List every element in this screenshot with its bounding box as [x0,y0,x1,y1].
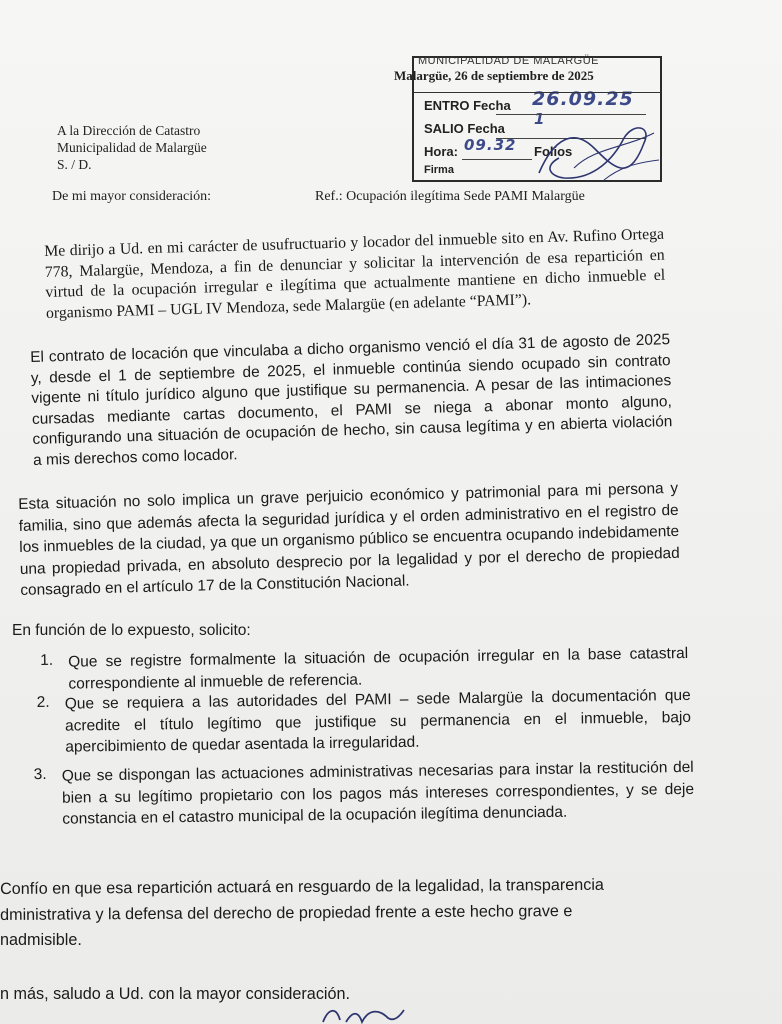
stamp-entro-label: ENTRO Fecha [424,98,511,113]
stamp-salio-label: SALIO Fecha [424,121,505,136]
stamp-salio-value: 1 [534,110,546,128]
paragraph-2: El contrato de locación que vinculaba a dicho organismo venció el día 31 de agosto de 2025 y, desde el 1 de septiembre de 2025, el inmueble continúa siendo ocupado sin contrato vigente ni título jurídico alguno que justifique su permanencia. A pesar de las intimaciones cursadas mediante cartas documento, el PAMI se niega a abonar monto alguno, configurando una situación de ocupación de hecho, sin causa legítima y en abierta violación a mis derechos como locador. [30,331,673,469]
farewell-line: n más, saludo a Ud. con la mayor consideración. [0,985,351,1003]
request-number: 2. [36,693,50,712]
stamp-hora-value: 09.32 [464,136,517,154]
signature-icon [318,1004,408,1024]
request-number: 1. [40,651,54,669]
request-intro: En función de lo expuesto, solicito: [12,622,251,639]
closing-line-2: dministrativa y la defensa del derecho de propiedad frente a este hecho grave e [0,902,573,924]
paragraph-1: Me dirijo a Ud. en mi carácter de usufructuario y locador del inmueble sito en Av. Rufino Ortega 778, Malargüe, Mendoza, a fin de denunciar y solicitar la intervención de esa repartición en virtud de la ocupación irregular e ilegítima que actualmente mantiene en dicho inmueble el organismo PAMI – UGL IV Mendoza, sede Malargüe (en adelante “PAMI”). [44,225,666,322]
request-item: Que se dispongan las actuaciones administrativas necesarias para instar la restitución del bien a su legítimo propietario con los pagos más intereses correspondientes, y se deje constancia en el catastro municipal de la ocupación ilegítima denunciada. [61,758,695,828]
greeting: De mi mayor consideración: [52,189,212,204]
closing-line-3: nadmisible. [0,931,82,949]
closing-line-1: Confío en que esa repartición actuará en resguardo de la legalidad, la transparencia [0,875,604,898]
stamp-entro-value: 26.09.25 [532,88,634,110]
stamp-header: MUNICIPALIDAD DE MALARGÜE [418,55,599,67]
stamp-firma-label: Firma [424,164,454,176]
request-item: Que se registre formalmente la situación de ocupación irregular en la base catastral correspondiente al inmueble de referencia. [68,644,689,693]
stamp-folios-label: Folios [534,144,573,159]
stamp-hora-label: Hora: [424,144,458,159]
letter-date: Malargüe, 26 de septiembre de 2025 [394,68,594,83]
recipient-line-3: S. / D. [57,157,92,172]
recipient-line-2: Municipalidad de Malargüe [57,140,207,155]
reference-line: Ref.: Ocupación ilegítima Sede PAMI Malargüe [315,189,585,204]
request-item: Que se requiera a las autoridades del PAMI – sede Malargüe la documentación que acredite el título legítimo que justifique su permanencia en el inmueble, bajo apercibimiento de quedar asentada la irregularidad. [64,686,692,756]
recipient-line-1: A la Dirección de Catastro [57,123,201,138]
request-number: 3. [33,765,47,784]
paragraph-3: Esta situación no solo implica un grave perjuicio económico y patrimonial para mi persona y familia, sino que además afecta la seguridad jurídica y el orden administrativo en el registro de los inmuebles de la ciudad, ya que un organismo público se encuentra ocupando indebidamente una propiedad privada, en absoluto desprecio por la legalidad y por el derecho de propiedad consagrado en el artículo 17 de la Constitución Nacional. [18,479,680,599]
